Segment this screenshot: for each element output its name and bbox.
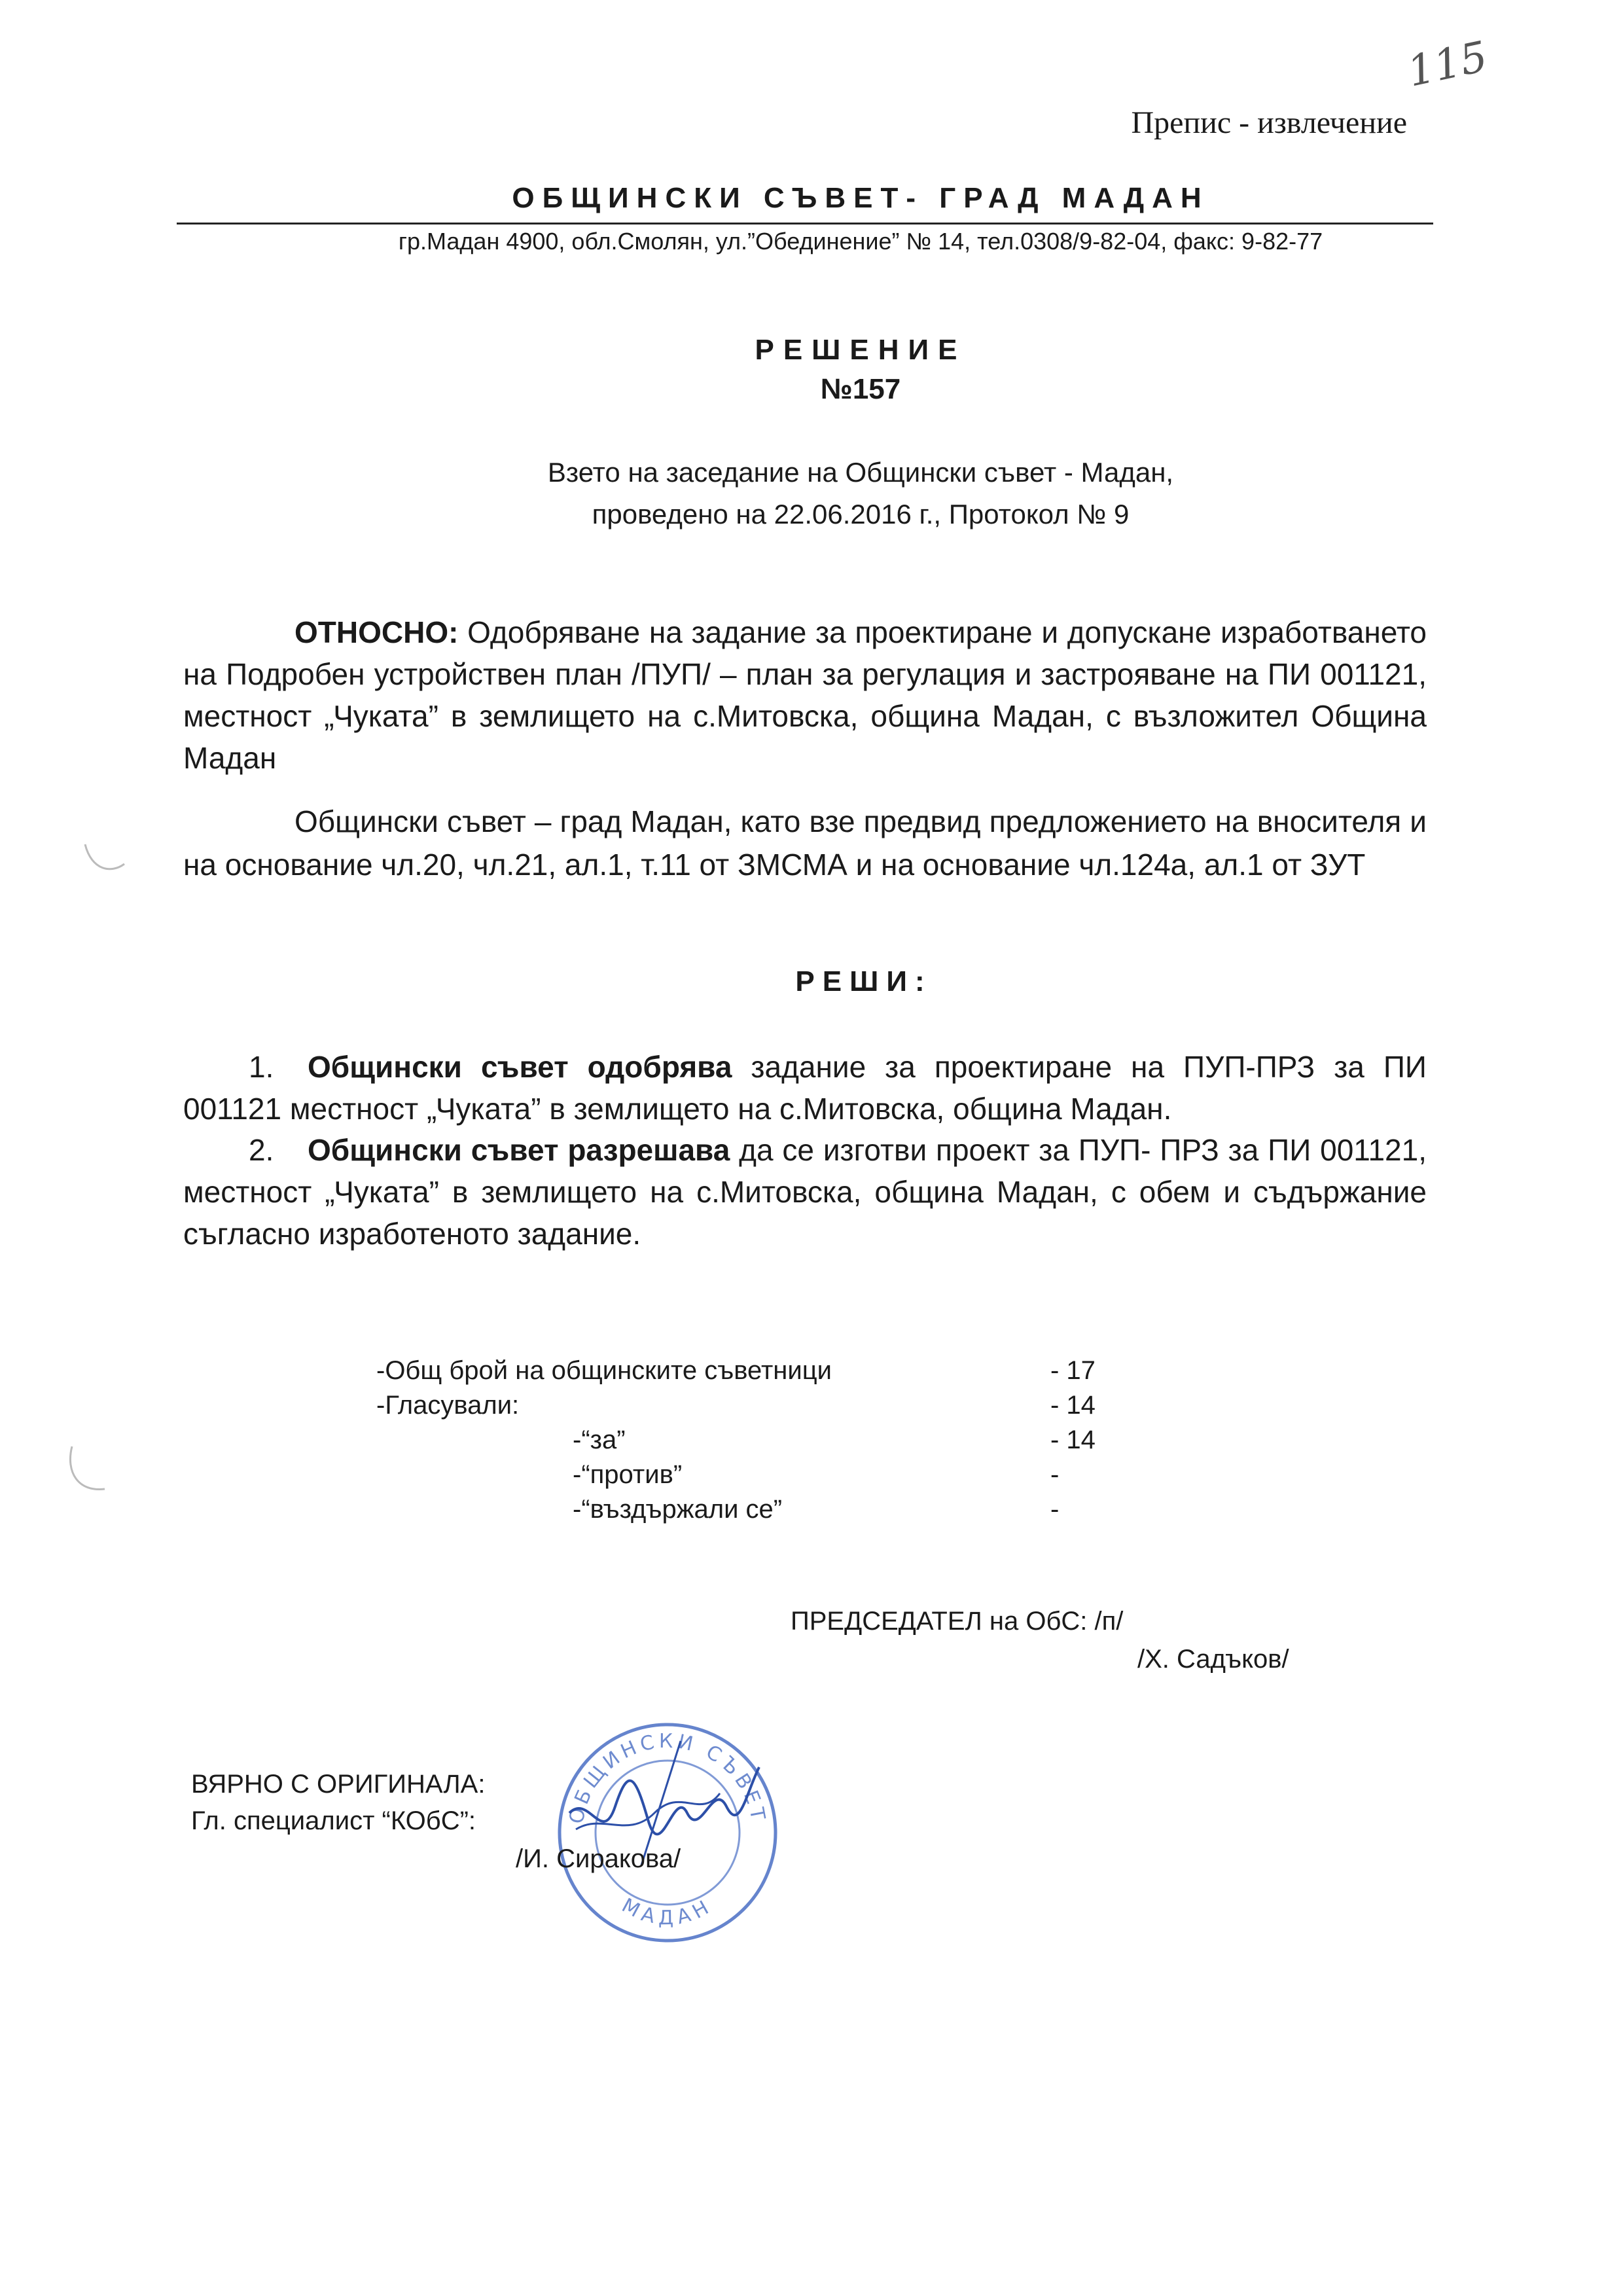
vote-row [376, 1458, 1162, 1492]
chair-name: /Х. Садъков/ [1137, 1645, 1289, 1674]
vote-label: -“въздържали се” [573, 1495, 783, 1524]
item-number: 2. [249, 1133, 274, 1167]
vote-value: - 14 [1050, 1426, 1096, 1454]
vote-value: - [1050, 1495, 1060, 1524]
specialist-name: /И. Сиракова/ [516, 1844, 681, 1873]
council-address: гр.Мадан 4900, обл.Смолян, ул.”Обединение” № 14, тел.0308/9-82-04, факс: 9-82-77 [398, 228, 1323, 255]
vote-results [376, 1354, 1162, 1527]
vote-row [376, 1388, 1162, 1423]
chair-label: ПРЕДСЕДАТЕЛ на ОбС: /п/ [791, 1607, 1124, 1636]
vote-label: -Гласували: [376, 1391, 520, 1420]
scan-mark [62, 1440, 115, 1499]
vote-label: -“за” [573, 1426, 626, 1454]
copy-note: Препис - извлечение [1131, 105, 1407, 140]
item-text: да се изготви проект за ПУП- ПРЗ за ПИ 001121, местност „Чуката” в землището на с.Митовска, община Мадан, с обем и съдържание съгласно изработеното задание. [183, 1133, 1427, 1251]
vote-value: - 14 [1050, 1391, 1096, 1420]
svg-text:115: 115 [1403, 32, 1492, 97]
vote-row [376, 1492, 1162, 1527]
vote-label: -“против” [573, 1460, 683, 1489]
preamble-paragraph: Общински съвет – град Мадан, като взе предвид предложението на вносителя и на основание чл.20, чл.21, ал.1, т.11 от ЗМСМА и на основание чл.124а, ал.1 от ЗУТ [183, 804, 1427, 882]
header-divider [177, 223, 1433, 224]
official-stamp [550, 1715, 785, 1950]
decision-title: РЕШЕНИЕ [755, 334, 967, 366]
item-text: задание за проектиране на ПУП-ПРЗ за ПИ 001121 местност „Чуката” в землището на с.Митовска, община Мадан. [183, 1050, 1427, 1126]
true-copy-block [191, 1766, 485, 1839]
session-info [0, 452, 1623, 535]
vote-value: - [1050, 1460, 1060, 1489]
vote-row [376, 1423, 1162, 1458]
vote-label: -Общ брой на общинските съветници [376, 1356, 832, 1385]
vote-value: - 17 [1050, 1356, 1096, 1385]
regarding-label: ОТНОСНО: [294, 615, 459, 649]
item-bold-text: Общински съвет одобрява [308, 1050, 732, 1084]
true-copy-line-2: Гл. специалист “КОбС”: [191, 1806, 476, 1835]
item-bold-text: Общински съвет разрешава [308, 1133, 730, 1167]
vote-row [376, 1354, 1162, 1388]
item-number: 1. [249, 1050, 274, 1084]
true-copy-line-1: ВЯРНО С ОРИГИНАЛА: [191, 1770, 486, 1799]
scan-mark [79, 831, 131, 884]
council-name: ОБЩИНСКИ СЪВЕТ- ГРАД МАДАН [512, 182, 1209, 214]
session-line-2: проведено на 22.06.2016 г., Протокол № 9 [592, 499, 1130, 529]
decision-item [183, 1046, 1427, 1130]
decides-heading: РЕШИ: [795, 965, 933, 997]
regarding-paragraph [183, 611, 1427, 779]
session-line-1: Взето на заседание на Общински съвет - Мадан, [547, 457, 1174, 488]
svg-text:ОБЩИНСКИ СЪВЕТ: ОБЩИНСКИ СЪВЕТ [565, 1729, 770, 1826]
handwritten-page-number [1400, 26, 1492, 98]
regarding-text: Одобряване на задание за проектиране и допускане изработването на Подробен устройствен план /ПУП/ – план за регулация и застрояване на ПИ 001121, местност „Чуката” в землището на с.Митовска, община Мадан, с възложител Община Мадан [183, 615, 1427, 775]
svg-text:МАДАН: МАДАН [618, 1893, 717, 1930]
decision-number: №157 [820, 373, 901, 405]
decision-item [183, 1129, 1427, 1255]
